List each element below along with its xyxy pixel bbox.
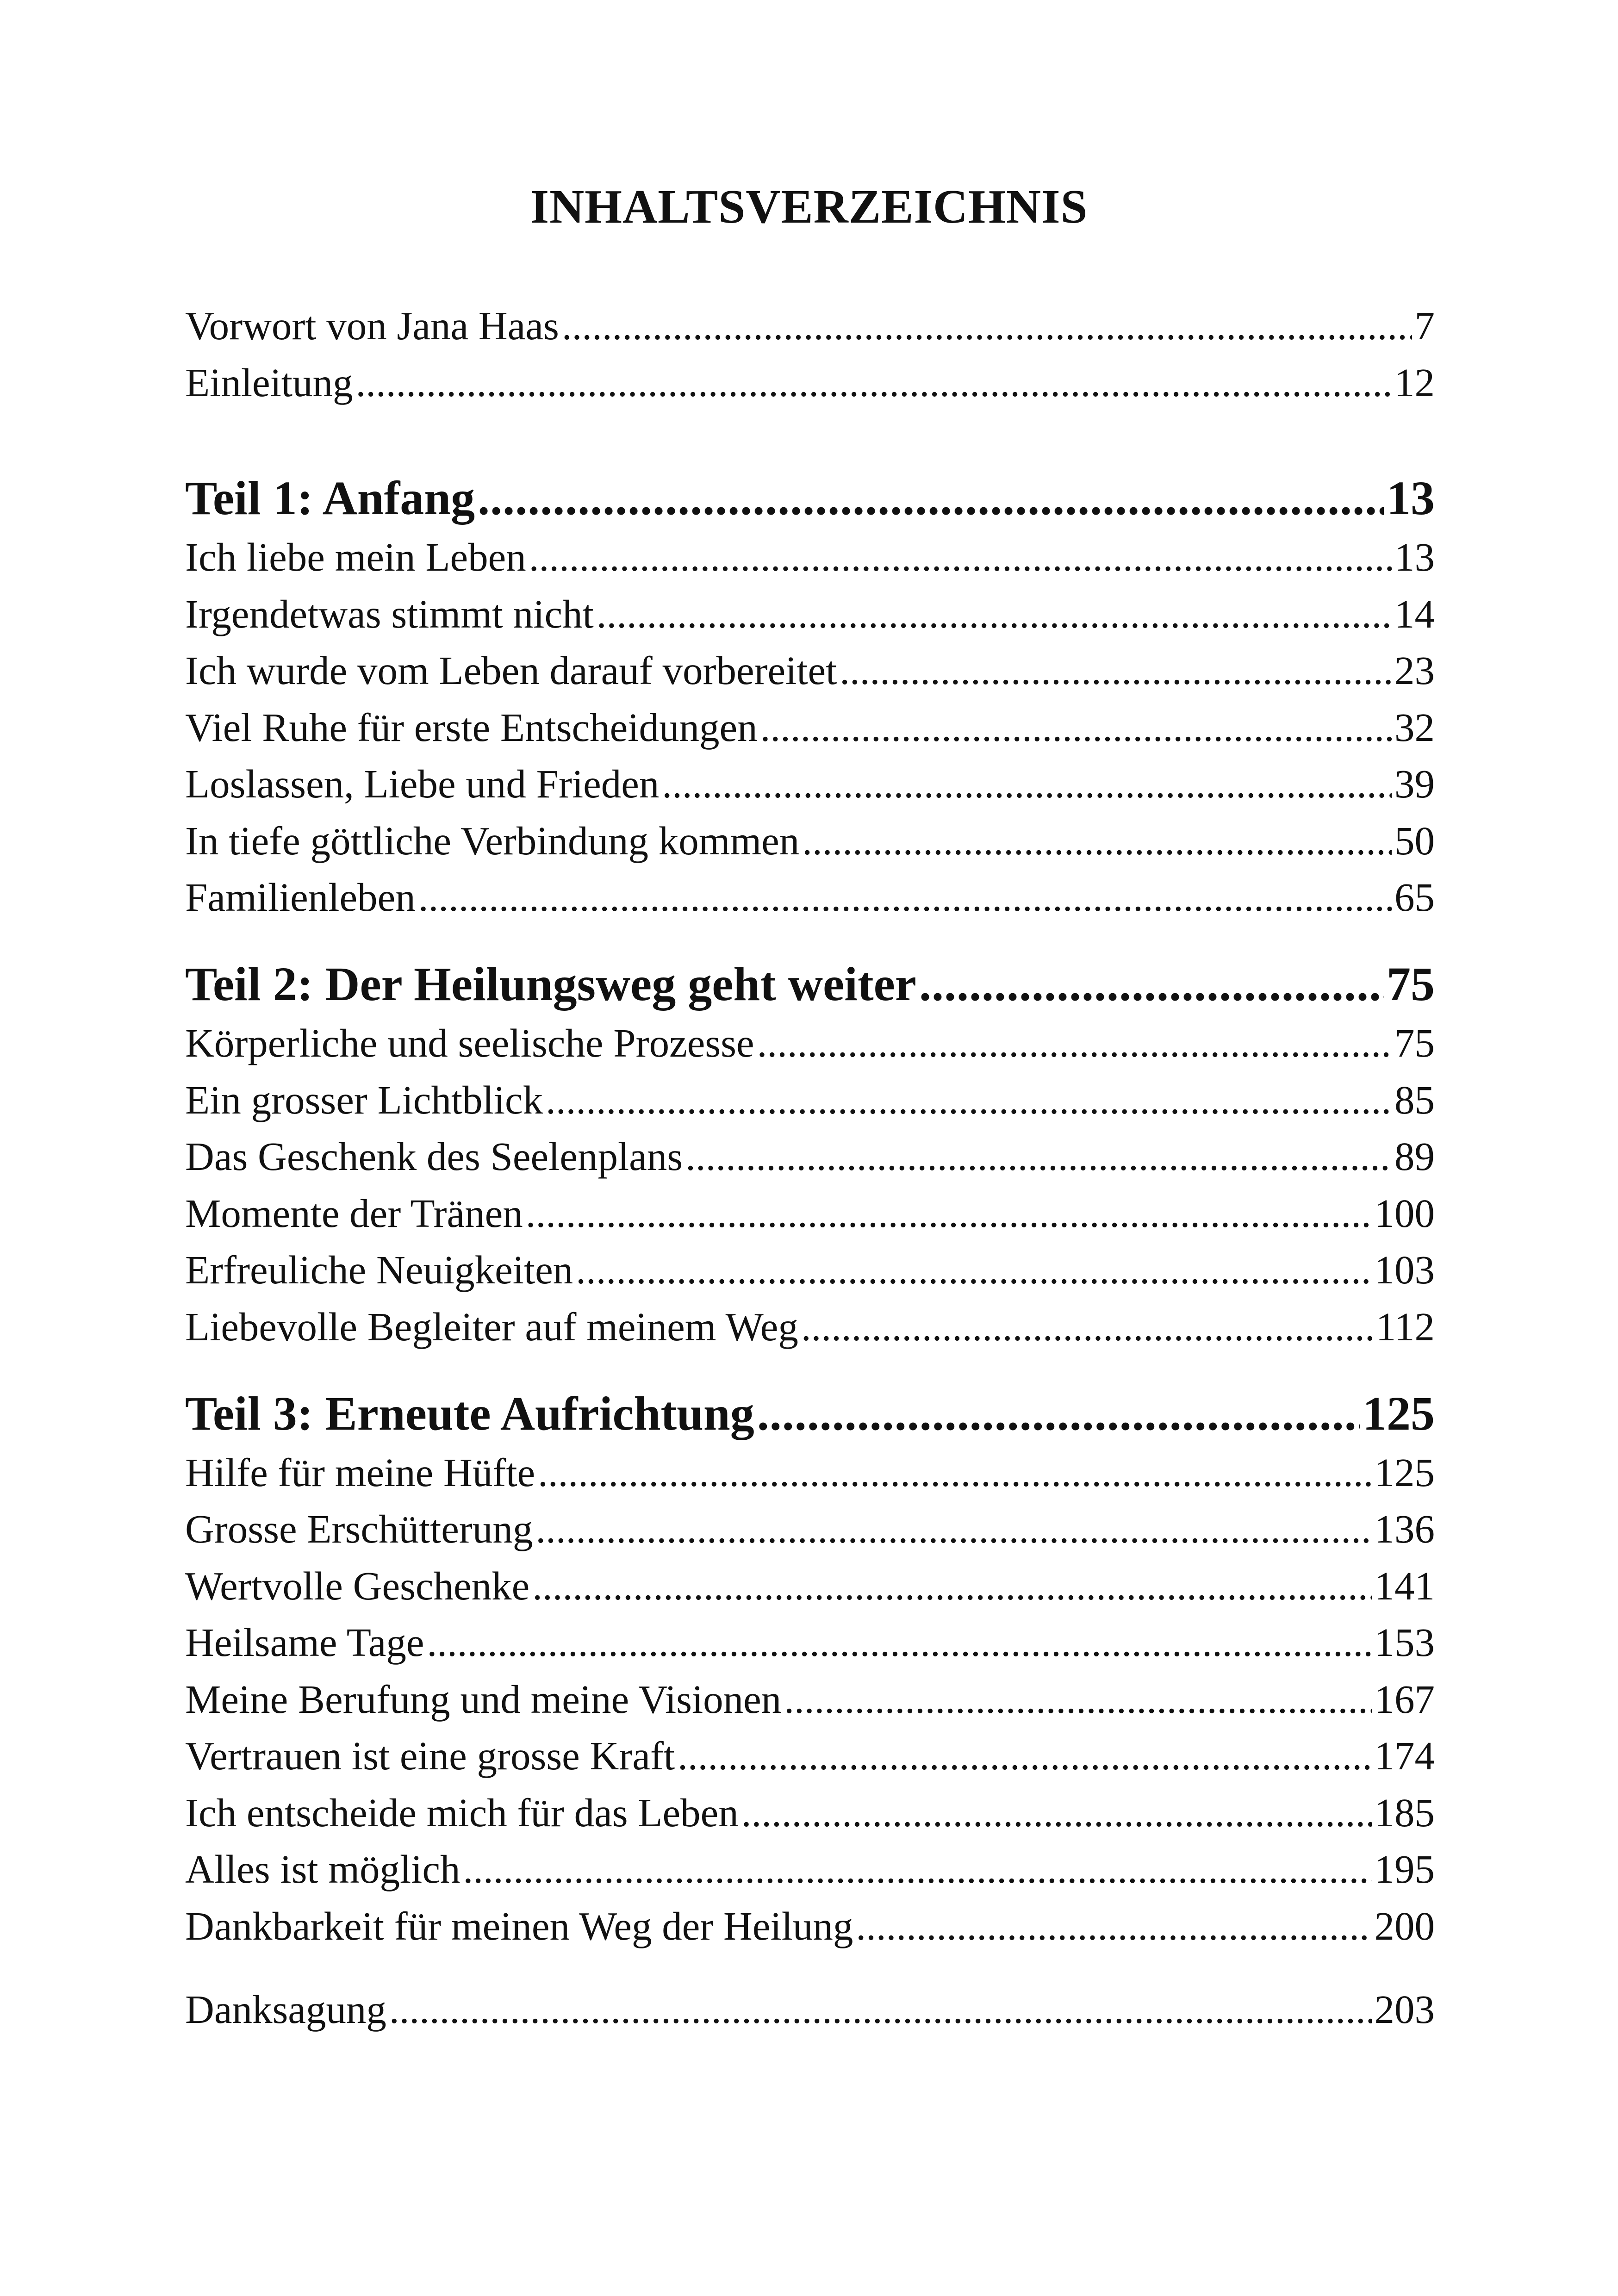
toc-entry (185, 305, 1435, 346)
toc-entry (185, 1247, 1435, 1292)
toc-entry-title: Irgendetwas stimmt nicht (185, 591, 594, 636)
toc-entry (185, 1563, 1435, 1608)
toc-entry-title: Heilsame Tage (185, 1620, 424, 1665)
toc-entry (185, 761, 1435, 806)
toc-entry-title: Danksagung (185, 1987, 386, 2032)
toc-entry-page: 203 (1374, 1987, 1435, 2032)
toc-part-heading (185, 958, 1435, 1011)
dot-leader (685, 1136, 1392, 1176)
dot-leader (757, 1390, 1360, 1438)
toc-entry-title: Erfreuliche Neuigkeiten (185, 1247, 573, 1292)
toc-entry-page: 112 (1375, 1304, 1435, 1349)
toc-part-heading (185, 1387, 1435, 1440)
toc-part-page: 125 (1363, 1387, 1435, 1440)
toc-entry (185, 1906, 1435, 1946)
toc-entry (185, 650, 1435, 691)
toc-entry-title: Momente der Tränen (185, 1191, 523, 1236)
toc-entry-title: Vertrauen ist eine grosse Kraft (185, 1733, 675, 1778)
toc-entry-title: Ein grosser Lichtblick (185, 1077, 543, 1122)
toc-entry (185, 818, 1435, 863)
toc-entry-page: 167 (1374, 1677, 1435, 1722)
toc-entry-title: Loslassen, Liebe und Frieden (185, 761, 660, 806)
toc-part-heading (185, 474, 1435, 523)
toc-entry-title: Alles ist möglich (185, 1847, 461, 1892)
dot-leader (802, 821, 1392, 861)
toc-entry (185, 1620, 1435, 1665)
toc-entry-page: 185 (1374, 1790, 1435, 1835)
dot-leader (784, 1679, 1371, 1719)
dot-leader (538, 1452, 1371, 1493)
toc-part-page: 13 (1387, 472, 1435, 525)
dot-leader (919, 960, 1384, 1008)
dot-leader (662, 764, 1392, 804)
toc-entry-page: 50 (1394, 818, 1435, 863)
dot-leader (597, 594, 1392, 634)
dot-leader (840, 650, 1392, 691)
toc-entry-page: 200 (1374, 1904, 1435, 1948)
toc-entry-page: 75 (1394, 1020, 1435, 1065)
toc-entry-title: Hilfe für meine Hüfte (185, 1450, 535, 1495)
toc-entry (185, 1792, 1435, 1833)
toc-entry-title: Körperliche und seelische Prozesse (185, 1020, 754, 1065)
toc-entry-page: 13 (1394, 535, 1435, 579)
toc-entry-title: Grosse Erschütterung (185, 1506, 533, 1551)
toc-entry-title: Das Geschenk des Seelenplans (185, 1134, 683, 1179)
toc-entry (185, 705, 1435, 750)
toc-entry (185, 1847, 1435, 1892)
toc-entry (185, 1134, 1435, 1179)
toc-entry-title: Familienleben (185, 875, 416, 920)
toc-entry-title: Einleitung (185, 360, 353, 405)
dot-leader (535, 1509, 1371, 1549)
dot-leader (418, 877, 1392, 917)
toc-entry-page: 174 (1374, 1733, 1435, 1778)
toc-entry-page: 89 (1394, 1134, 1435, 1179)
toc-entry (185, 1020, 1435, 1065)
dot-leader (760, 707, 1392, 747)
toc-entry-title: Viel Ruhe für erste Entscheidungen (185, 705, 758, 750)
toc-entry-page: 14 (1394, 591, 1435, 636)
toc-entry (185, 1506, 1435, 1551)
toc-entry-title: In tiefe göttliche Verbindung kommen (185, 818, 800, 863)
toc-entry-page: 195 (1374, 1847, 1435, 1892)
dot-leader (562, 305, 1412, 346)
toc-entry (185, 362, 1435, 403)
dot-leader (532, 1566, 1371, 1606)
toc-entry (185, 1452, 1435, 1493)
toc-entry-page: 100 (1374, 1191, 1435, 1236)
toc-entry-page: 85 (1394, 1077, 1435, 1122)
toc-entry (185, 1677, 1435, 1722)
dot-leader (757, 1023, 1392, 1063)
toc-entry-page: 32 (1394, 705, 1435, 750)
dot-leader (678, 1736, 1371, 1776)
dot-leader (389, 1989, 1372, 2029)
toc-entry-title: Ich liebe mein Leben (185, 535, 526, 579)
dot-leader (478, 474, 1384, 523)
dot-leader (427, 1622, 1372, 1662)
toc-part-title: Teil 2: Der Heilungsweg geht weiter (185, 958, 916, 1011)
dot-leader (546, 1080, 1392, 1120)
toc-entry (185, 1077, 1435, 1122)
toc-part-title: Teil 1: Anfang (185, 472, 475, 525)
toc-entry-page: 7 (1414, 303, 1435, 348)
toc-entry-title: Meine Berufung und meine Visionen (185, 1677, 782, 1722)
toc-entry (185, 1987, 1435, 2032)
toc-part-page: 75 (1387, 958, 1435, 1011)
toc-entry (185, 1304, 1435, 1349)
toc-entry-title: Ich entscheide mich für das Leben (185, 1790, 739, 1835)
toc-entry (185, 1191, 1435, 1236)
toc-entry-page: 153 (1374, 1620, 1435, 1665)
toc-entry-page: 12 (1394, 360, 1435, 405)
toc-entry-page: 39 (1394, 761, 1435, 806)
toc-heading: INHALTSVERZEICHNIS (530, 180, 1088, 233)
toc-entry-page: 125 (1374, 1450, 1435, 1495)
dot-leader (526, 1193, 1372, 1233)
toc-entry-title: Liebevolle Begleiter auf meinem Weg (185, 1304, 798, 1349)
toc-entry (185, 875, 1435, 920)
dot-leader (741, 1792, 1372, 1833)
toc-entry (185, 1733, 1435, 1778)
toc-entry-title: Wertvolle Geschenke (185, 1563, 530, 1608)
toc-entry-page: 136 (1374, 1506, 1435, 1551)
toc-entry (185, 591, 1435, 636)
toc-entry-page: 23 (1394, 648, 1435, 693)
dot-leader (576, 1250, 1371, 1290)
dot-leader (856, 1906, 1371, 1946)
toc-entry-title: Vorwort von Jana Haas (185, 303, 559, 348)
toc-entry-page: 103 (1374, 1247, 1435, 1292)
toc-part-title: Teil 3: Erneute Aufrichtung (185, 1387, 754, 1440)
toc-entry-title: Ich wurde vom Leben darauf vorbereitet (185, 648, 837, 693)
dot-leader (801, 1307, 1373, 1347)
toc-entry-page: 141 (1374, 1563, 1435, 1608)
dot-leader (355, 362, 1392, 403)
dot-leader (529, 537, 1392, 577)
dot-leader (463, 1849, 1371, 1889)
toc-entry-title: Dankbarkeit für meinen Weg der Heilung (185, 1904, 853, 1948)
toc-entry-page: 65 (1394, 875, 1435, 920)
toc-entry (185, 537, 1435, 577)
